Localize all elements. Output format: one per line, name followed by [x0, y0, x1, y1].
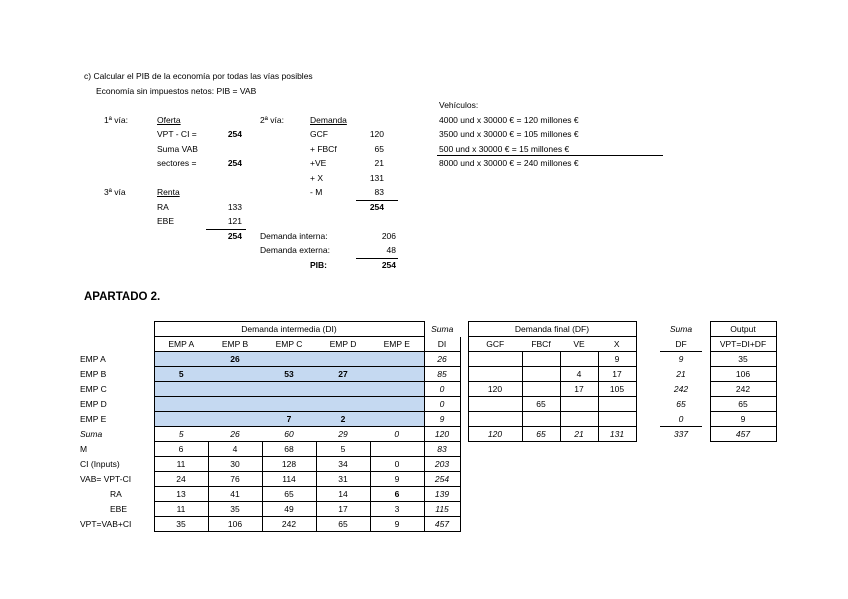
group-di-header: Demanda intermedia (DI) [154, 322, 424, 337]
via1-line1-label: VPT - CI = [157, 129, 197, 139]
via1-line3-value: 254 [227, 158, 242, 168]
spacer-cell [460, 472, 468, 487]
col-header: DI [424, 337, 460, 352]
note-text: Economía sin impuestos netos: PIB = VAB [96, 86, 257, 96]
row-label: EBE [110, 504, 128, 514]
table-cell: 76 [208, 472, 262, 487]
table-cell: 0 [370, 427, 424, 442]
spacer-cell [702, 367, 710, 382]
demanda-interna-value: 206 [381, 231, 396, 241]
table-cell: 114 [262, 472, 316, 487]
section-heading: APARTADO 2. [84, 291, 161, 303]
vehiculos-title: Vehículos: [439, 100, 479, 110]
spacer-cell [460, 427, 468, 442]
table-cell: 9 [370, 517, 424, 532]
spacer-cell [460, 382, 468, 397]
empty-cell [636, 502, 660, 517]
col-header: GCF [468, 337, 522, 352]
row-label: EMP B [80, 369, 107, 379]
table-cell [154, 382, 208, 397]
table-cell: 128 [262, 457, 316, 472]
empty-cell [468, 472, 522, 487]
table-cell: 4 [560, 367, 598, 382]
empty-cell [660, 472, 702, 487]
spacer-cell [702, 352, 710, 367]
empty-cell [702, 502, 710, 517]
table-row [80, 412, 776, 427]
spacer-cell [636, 352, 660, 367]
empty-cell [598, 487, 636, 502]
table-cell [468, 412, 522, 427]
via2-item-label: GCF [310, 129, 328, 139]
demanda-externa-value: 48 [386, 245, 396, 255]
di-sum-cell: 9 [424, 412, 460, 427]
empty-cell [522, 472, 560, 487]
table-cell: 106 [208, 517, 262, 532]
spacer-cell [636, 412, 660, 427]
table-cell: 65 [522, 427, 560, 442]
table-cell [370, 412, 424, 427]
table-cell: 65 [522, 397, 560, 412]
via3-title: 3ª vía [104, 187, 126, 197]
spacer-cell [702, 427, 710, 442]
col-header: X [598, 337, 636, 352]
output-cell: 242 [710, 382, 776, 397]
spacer-cell [636, 427, 660, 442]
table-cell: 29 [316, 427, 370, 442]
spacer-cell [460, 487, 468, 502]
row-label: EMP C [80, 384, 107, 394]
table-cell: 17 [598, 367, 636, 382]
col-header: FBCf [522, 337, 560, 352]
table-cell: 5 [154, 427, 208, 442]
via2-item-label: + X [310, 173, 323, 183]
table-cell: 49 [262, 502, 316, 517]
df-sum-cell: 21 [676, 369, 686, 379]
table-cell: 2 [316, 412, 370, 427]
di-sum-cell: 203 [424, 457, 460, 472]
table-row [80, 352, 776, 367]
empty-cell [598, 472, 636, 487]
table-cell [316, 397, 370, 412]
table-cell [370, 352, 424, 367]
table-cell: 6 [154, 442, 208, 457]
spacer-cell [460, 397, 468, 412]
spacer-cell [702, 412, 710, 427]
col-header: EMP A [154, 337, 208, 352]
table-cell: 9 [370, 472, 424, 487]
empty-cell [660, 442, 702, 457]
empty-cell [522, 487, 560, 502]
table-cell [316, 382, 370, 397]
via3-ebe-label: EBE [157, 216, 175, 226]
spacer-cell [460, 517, 468, 532]
row-label: EMP A [80, 354, 106, 364]
table-cell [560, 412, 598, 427]
empty-cell [560, 472, 598, 487]
table-cell [262, 397, 316, 412]
via1-line3-label: sectores = [157, 158, 197, 168]
table-cell [522, 352, 560, 367]
via2-title: 2ª vía: [260, 115, 284, 125]
via2-item-label: + FBCf [310, 144, 337, 154]
table-cell: 21 [560, 427, 598, 442]
table-cell [560, 397, 598, 412]
output-cell: 9 [710, 412, 776, 427]
spacer-cell [460, 457, 468, 472]
empty-cell [560, 487, 598, 502]
table-row [80, 397, 776, 412]
table-cell [598, 412, 636, 427]
table-cell: 35 [154, 517, 208, 532]
via3-total: 254 [227, 231, 242, 241]
empty-cell [522, 442, 560, 457]
spacer-cell [460, 502, 468, 517]
table-cell [468, 352, 522, 367]
empty-cell [660, 457, 702, 472]
table-cell: 5 [316, 442, 370, 457]
table-cell: 60 [262, 427, 316, 442]
via3-heading: Renta [157, 187, 180, 197]
table-cell: 30 [208, 457, 262, 472]
empty-cell [660, 517, 702, 532]
empty-cell [598, 517, 636, 532]
df-sum-cell: 337 [660, 427, 702, 442]
table-row [80, 457, 776, 472]
table-cell: 3 [370, 502, 424, 517]
table-cell: 120 [468, 382, 522, 397]
empty-cell [522, 502, 560, 517]
table-cell: 13 [154, 487, 208, 502]
table-cell: 65 [262, 487, 316, 502]
vehiculos-line: 4000 und x 30000 € = 120 millones € [439, 115, 579, 125]
table-cell [208, 412, 262, 427]
question-text: c) Calcular el PIB de la economía por todas las vías posibles [84, 71, 313, 81]
via1-heading: Oferta [157, 115, 181, 125]
row-label: EMP D [80, 399, 107, 409]
output-cell: 65 [710, 397, 776, 412]
table-cell: 6 [370, 487, 424, 502]
table-cell: 53 [262, 367, 316, 382]
empty-cell [702, 472, 710, 487]
spacer-cell [636, 367, 660, 382]
empty-cell [468, 502, 522, 517]
empty-cell [710, 457, 776, 472]
row-label: VPT=VAB+CI [80, 519, 132, 529]
via3-ebe-value: 121 [227, 216, 242, 226]
table-cell [370, 442, 424, 457]
empty-cell [710, 442, 776, 457]
output-cell: 35 [710, 352, 776, 367]
via1-line1-value: 254 [227, 129, 242, 139]
table-cell [262, 352, 316, 367]
group-header-row [80, 322, 776, 337]
table-row [80, 427, 776, 442]
row-label: CI (Inputs) [80, 459, 120, 469]
table-cell [154, 352, 208, 367]
table-cell [598, 397, 636, 412]
table-cell: 17 [316, 502, 370, 517]
di-sum-cell: 115 [424, 502, 460, 517]
table-cell: 131 [598, 427, 636, 442]
spacer-cell [460, 352, 468, 367]
empty-cell [636, 442, 660, 457]
empty-cell [660, 487, 702, 502]
table-cell: 242 [262, 517, 316, 532]
empty-cell [468, 457, 522, 472]
demanda-interna-label: Demanda interna: [260, 231, 328, 241]
suma-df-header: Suma [669, 324, 693, 334]
spacer-cell [460, 367, 468, 382]
empty-cell [598, 502, 636, 517]
row-label: M [80, 444, 88, 454]
table-cell: 14 [316, 487, 370, 502]
table-cell: 11 [154, 457, 208, 472]
output-cell: 457 [710, 427, 776, 442]
spacer-cell [702, 382, 710, 397]
table-row [80, 487, 776, 502]
table-cell: 27 [316, 367, 370, 382]
empty-cell [598, 457, 636, 472]
empty-cell [522, 517, 560, 532]
table-cell [370, 382, 424, 397]
via2-item-value: 131 [369, 173, 384, 183]
empty-cell [560, 502, 598, 517]
via3-ra-label: RA [157, 202, 169, 212]
col-header: EMP E [370, 337, 424, 352]
empty-cell [710, 487, 776, 502]
vehiculos-line: 8000 und x 30000 € = 240 millones € [439, 158, 579, 168]
table-cell: 41 [208, 487, 262, 502]
di-sum-cell: 254 [424, 472, 460, 487]
table-cell [208, 397, 262, 412]
table-cell: 35 [208, 502, 262, 517]
table-cell [560, 352, 598, 367]
group-df-header: Demanda final (DF) [468, 322, 636, 337]
table-row [80, 367, 776, 382]
table-cell [208, 382, 262, 397]
empty-cell [636, 472, 660, 487]
row-label: Suma [80, 429, 103, 439]
empty-cell [702, 457, 710, 472]
table-cell: 31 [316, 472, 370, 487]
spacer-cell [636, 397, 660, 412]
table-cell: 11 [154, 502, 208, 517]
demanda-externa-label: Demanda externa: [260, 245, 330, 255]
empty-cell [636, 487, 660, 502]
table-cell [262, 382, 316, 397]
di-sum-cell: 139 [424, 487, 460, 502]
table-cell: 24 [154, 472, 208, 487]
di-sum-cell: 85 [424, 367, 460, 382]
col-header: VE [560, 337, 598, 352]
suma-di-header: Suma [431, 324, 454, 334]
empty-cell [636, 457, 660, 472]
table-cell: 9 [598, 352, 636, 367]
vehiculos-rule [437, 155, 663, 156]
table-cell [154, 397, 208, 412]
via2-heading: Demanda [310, 115, 347, 125]
df-sum-cell: 9 [678, 354, 684, 365]
via1-line2-label: Suma VAB [157, 144, 198, 154]
empty-cell [702, 517, 710, 532]
vehiculos-line: 3500 und x 30000 € = 105 millones € [439, 129, 579, 139]
table-row [80, 517, 776, 532]
spacer-cell [636, 382, 660, 397]
pib-rule [356, 258, 398, 259]
output-cell: 106 [710, 367, 776, 382]
df-sum-cell: 242 [673, 384, 689, 394]
column-header-row [80, 337, 776, 352]
table-cell [468, 397, 522, 412]
col-header: EMP C [262, 337, 316, 352]
via3-total-rule [206, 229, 246, 230]
table-cell [468, 367, 522, 382]
table-cell: 26 [208, 427, 262, 442]
table-cell: 68 [262, 442, 316, 457]
empty-cell [660, 502, 702, 517]
row-label: RA [110, 489, 122, 499]
table-row [80, 382, 776, 397]
empty-cell [560, 457, 598, 472]
di-sum-cell: 0 [424, 397, 460, 412]
spacer-cell [460, 442, 468, 457]
col-header: EMP B [208, 337, 262, 352]
table-cell: 7 [262, 412, 316, 427]
via2-item-value: 65 [374, 144, 384, 154]
table-cell [522, 412, 560, 427]
empty-cell [702, 487, 710, 502]
via2-item-value: 120 [369, 129, 384, 139]
input-output-table [80, 321, 777, 532]
table-row [80, 442, 776, 457]
table-row [80, 472, 776, 487]
empty-cell [560, 517, 598, 532]
empty-cell [468, 487, 522, 502]
table-cell: 34 [316, 457, 370, 472]
table-cell [370, 367, 424, 382]
via2-item-label: - M [310, 187, 323, 197]
col-header: DF [660, 337, 702, 352]
di-sum-cell: 120 [424, 427, 460, 442]
empty-cell [702, 442, 710, 457]
empty-cell [468, 517, 522, 532]
via2-item-value: 83 [374, 187, 384, 197]
via2-item-value: 21 [374, 158, 384, 168]
empty-cell [522, 457, 560, 472]
di-sum-cell: 83 [424, 442, 460, 457]
table-cell: 4 [208, 442, 262, 457]
table-cell [154, 412, 208, 427]
via2-item-label: +VE [310, 158, 327, 168]
spacer-cell [702, 397, 710, 412]
empty-cell [710, 517, 776, 532]
di-sum-cell: 457 [424, 517, 460, 532]
spacer-cell [460, 412, 468, 427]
empty-cell [710, 502, 776, 517]
via3-ra-value: 133 [227, 202, 242, 212]
via2-total-rule [356, 200, 398, 201]
col-header: VPT=DI+DF [710, 337, 776, 352]
table-cell [522, 382, 560, 397]
pib-label: PIB: [310, 260, 327, 270]
table-cell: 105 [598, 382, 636, 397]
empty-cell [636, 517, 660, 532]
table-cell [522, 367, 560, 382]
table-cell [208, 367, 262, 382]
empty-cell [710, 472, 776, 487]
df-sum-cell: 0 [678, 413, 684, 424]
table-cell: 120 [468, 427, 522, 442]
pib-value: 254 [381, 260, 396, 270]
table-cell [316, 352, 370, 367]
row-label: EMP E [80, 414, 107, 424]
col-header: EMP D [316, 337, 370, 352]
table-row [80, 502, 776, 517]
table-cell [370, 397, 424, 412]
table-cell: 0 [370, 457, 424, 472]
di-sum-cell: 0 [424, 382, 460, 397]
empty-cell [560, 442, 598, 457]
via2-total: 254 [369, 202, 384, 212]
di-sum-cell: 26 [424, 352, 460, 367]
table-cell: 26 [208, 352, 262, 367]
empty-cell [598, 442, 636, 457]
vehiculos-line: 500 und x 30000 € = 15 millones € [439, 144, 570, 154]
row-label: VAB= VPT-CI [80, 474, 132, 484]
empty-cell [468, 442, 522, 457]
table-cell: 5 [154, 367, 208, 382]
via1-title: 1ª vía: [104, 115, 128, 125]
table-cell: 65 [316, 517, 370, 532]
output-header: Output [710, 322, 776, 337]
df-sum-cell: 65 [676, 399, 686, 409]
table-cell: 17 [560, 382, 598, 397]
